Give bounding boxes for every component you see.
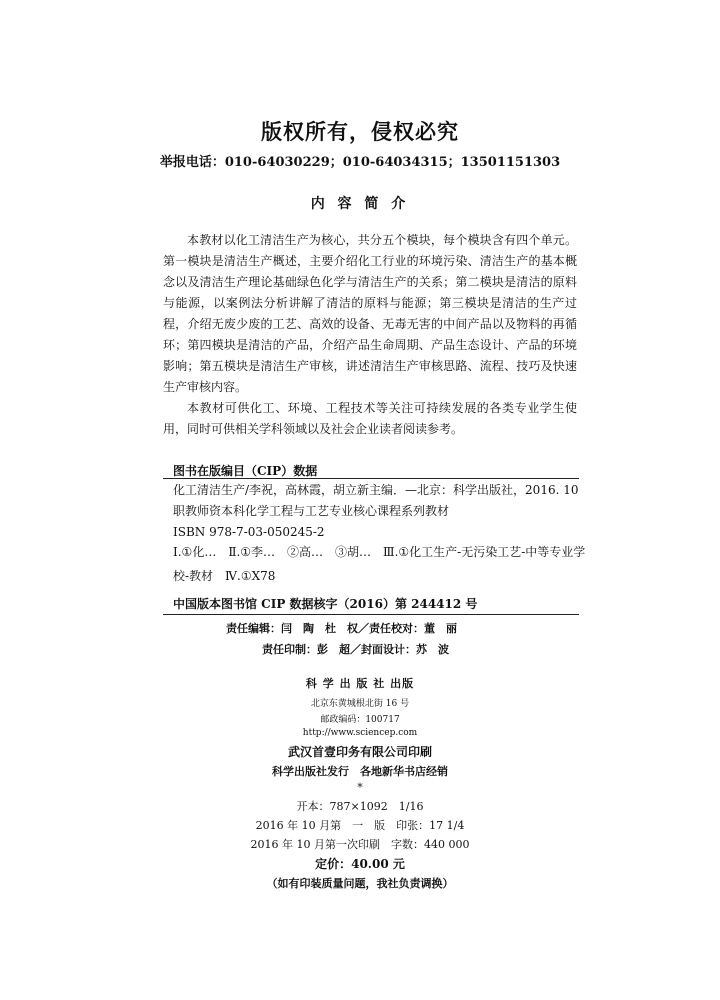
format-info: 开本：787×1092 1/16 (296, 800, 424, 813)
cip-divider-bottom (163, 614, 579, 615)
summary-text (163, 230, 577, 440)
cip-number: 中国版本图书馆 CIP 数据核字（2016）第 244412 号 (173, 597, 478, 611)
distribution-info: 科学出版社发行 各地新华书店经销 (272, 765, 448, 778)
publisher-postcode: 邮政编码：100717 (320, 715, 400, 725)
impression-info: 2016 年 10 月第一次印刷 字数：440 000 (250, 838, 470, 851)
cip-classification: Ⅰ.①化… Ⅱ.①李… ②高… ③胡… Ⅲ.①化工生产-无污染工艺-中等专业学校-教材 Ⅳ.①X78 (173, 545, 586, 583)
staff-editors: 责任编辑：闫 陶 杜 权／责任校对：董 丽 (226, 622, 457, 635)
publisher-name: 科 学 出 版 社 出版 (305, 677, 415, 690)
staff-production: 责任印制：彭 超／封面设计：苏 波 (262, 643, 449, 656)
cip-title: 图书在版编目（CIP）数据 (173, 464, 318, 478)
report-phone: 举报电话：010-64030229；010-64034315；13501151303 (159, 155, 561, 170)
printer-name: 武汉首壹印务有限公司印刷 (287, 745, 432, 759)
cip-isbn: ISBN 978-7-03-050245-2 (173, 525, 325, 539)
quality-notice: （如有印装质量问题，我社负责调换） (266, 877, 454, 890)
price-info: 定价：40.00 元 (315, 857, 405, 871)
cip-line-1: 化工清洁生产/李祝，高林霞，胡立新主编．—北京：科学出版社，2016. 10 (173, 483, 579, 497)
separator-star: * (357, 781, 363, 794)
cip-divider-top (163, 478, 579, 479)
publisher-website: http://www.sciencep.com (302, 728, 418, 738)
cip-line-2: 职教师资本科化学工程与工艺专业核心课程系列教材 (173, 504, 450, 518)
summary-heading: 内 容 简 介 (310, 196, 410, 212)
summary-paragraph-2: 本教材可供化工、环境、工程技术等关注可持续发展的各类专业学生使用，同时可供相关学科领域以及社会企业读者阅读参考。 (163, 401, 577, 436)
summary-paragraph-1: 本教材以化工清洁生产为核心，共分五个模块，每个模块含有四个单元。第一模块是清洁生产概述，主要介绍化工行业的环境污染、清洁生产的基本概念以及清洁生产理论基础绿色化学与清洁生产的关系；第二模块是清洁的原料与能源，以案例法分析讲解了清洁的原料与能源；第三模块是清洁的生产过程，介绍无废少废的工艺、高效的设备、无毒无害的中间产品以及物料的再循环；第四模块是清洁的产品，介绍产品生命周期、产品生态设计、产品的环境影响；第五模块是清洁生产审核，讲述清洁生产审核思路、流程、技巧及快速生产审核内容。 (163, 233, 577, 394)
copyright-title: 版权所有，侵权必究 (261, 119, 459, 144)
publisher-address: 北京东黄城根北街 16 号 (310, 699, 410, 709)
edition-info: 2016 年 10 月第 一 版 印张：17 1/4 (255, 819, 465, 832)
